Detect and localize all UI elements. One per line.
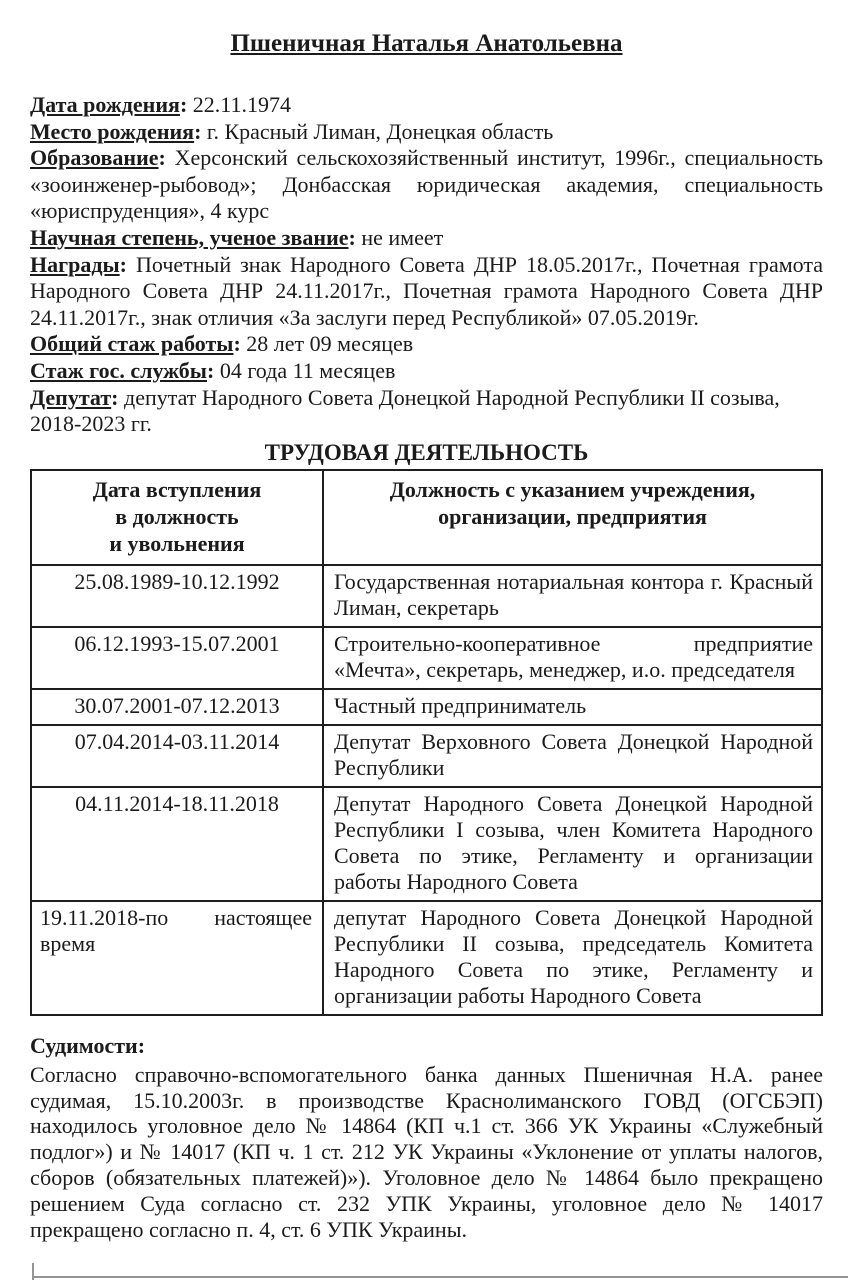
- profile-item-value: г. Красный Лиман, Донецкая область: [206, 118, 554, 144]
- work-period-cell: 25.08.1989-10.12.1992: [31, 565, 323, 627]
- profile-item: [30, 119, 823, 146]
- work-table-header-line: организации, предприятия: [438, 503, 707, 529]
- work-period-cell: 04.11.2014-18.11.2018: [31, 787, 323, 901]
- convictions-heading: Судимости:: [30, 1032, 146, 1058]
- profile-item-label: Депутат: [30, 384, 112, 410]
- profile-item-value: 04 года 11 месяцев: [219, 357, 396, 383]
- work-position-cell: Депутат Народного Совета Донецкой Народной Республики I созыва, член Комитета Народного Совета по этике, Регламенту и организации работы Народного Совета: [323, 787, 822, 901]
- work-position-cell: Частный предприниматель: [323, 689, 822, 725]
- profile-item-label: Стаж гос. службы: [30, 357, 207, 383]
- profile-item-separator: :: [158, 145, 175, 171]
- work-table-row: [31, 565, 822, 627]
- work-table-body: [31, 565, 822, 1015]
- work-table-header-line: Должность с указанием учреждения,: [389, 476, 756, 502]
- profile-item: [30, 358, 823, 385]
- next-table-top-border: [32, 1276, 848, 1278]
- profile-item-value: Херсонский сельскохозяйственный институт, 1996г., специальность «зооинженер-рыбовод»; Донбасская юридическая академия, специальность «юриспруденция», 4 курс: [30, 145, 824, 224]
- work-position-cell: Государственная нотариальная контора г. Красный Лиман, секретарь: [323, 565, 822, 627]
- work-table-header-position: [323, 470, 822, 565]
- work-table-header-line: Дата вступления: [92, 476, 262, 502]
- work-position-cell: Строительно-кооперативное предприятие «Мечта», секретарь, менеджер, и.о. председателя: [323, 627, 822, 689]
- profile-item-separator: :: [207, 357, 220, 383]
- work-period-cell: 06.12.1993-15.07.2001: [31, 627, 323, 689]
- profile-item-value: Почетный знак Народного Совета ДНР 18.05.2017г., Почетная грамота Народного Совета ДНР 24.11.2017г., Почетная грамота Народного Совета ДНР 24.11.2017г., знак отличия «За заслуги перед Республикой» 07.05.2019г.: [30, 251, 823, 330]
- profile-section: [30, 92, 823, 438]
- profile-item-value: не имеет: [361, 224, 444, 250]
- profile-item-label: Общий стаж работы: [30, 331, 234, 357]
- profile-item-separator: :: [179, 92, 193, 117]
- profile-item-value: 28 лет 09 месяцев: [246, 331, 414, 357]
- profile-item-label: Образование: [30, 145, 159, 171]
- profile-item-label: Место рождения: [30, 118, 195, 144]
- profile-item-separator: :: [233, 331, 247, 357]
- work-period-cell: 19.11.2018-по настоящее время: [31, 901, 323, 1015]
- work-table-header-row: [31, 470, 822, 565]
- profile-item-separator: :: [111, 384, 124, 410]
- profile-item: [30, 225, 823, 252]
- work-table-row: [31, 725, 822, 787]
- work-table-row: [31, 787, 822, 901]
- profile-item-value: депутат Народного Совета Донецкой Народной Республики II созыва, 2018-2023 гг.: [30, 384, 780, 437]
- work-table-row: [31, 689, 822, 725]
- profile-item-separator: :: [348, 224, 362, 250]
- work-period-cell: 07.04.2014-03.11.2014: [31, 725, 323, 787]
- work-table-row: [31, 627, 822, 689]
- work-table-row: [31, 901, 822, 1015]
- profile-item-value: 22.11.1974: [192, 92, 291, 117]
- profile-item-separator: :: [194, 118, 207, 144]
- work-period-cell: 30.07.2001-07.12.2013: [31, 689, 323, 725]
- convictions-text: Согласно справочно-вспомогательного банка данных Пшеничная Н.А. ранее судимая, 15.10.2003г. в производстве Краснолиманского ГОВД (ОГСБЭП) находилось уголовное дело № 14864 (КП ч.1 ст. 366 УК Украины «Служебный подлог») и № 14017 (КП ч. 1 ст. 212 УК Украины «Уклонение от уплаты налогов, сборов (обязательных платежей)»). Уголовное дело № 14864 было прекращено решением Суда согласно ст. 232 УПК Украины, уголовное дело № 14017 прекращено согласно п. 4, ст. 6 УПК Украины.: [30, 1061, 823, 1242]
- profile-item: [30, 92, 823, 119]
- work-table-header: [31, 470, 822, 565]
- work-position-cell: Депутат Верховного Совета Донецкой Народной Республики: [323, 725, 822, 787]
- profile-item-label: Научная степень, ученое звание: [30, 224, 349, 250]
- profile-item-label: Дата рождения: [30, 92, 180, 117]
- profile-item: [30, 385, 823, 438]
- profile-item-separator: :: [119, 251, 136, 277]
- work-history-table: [30, 469, 823, 1016]
- work-table-header-line: и увольнения: [109, 530, 245, 556]
- work-position-cell: депутат Народного Совета Донецкой Народной Республики II созыва, председатель Комитета Народного Совета по этике, Регламенту и организации работы Народного Совета: [323, 901, 822, 1015]
- convictions-section: [30, 1032, 823, 1243]
- work-table-header-line: в должность: [115, 503, 239, 529]
- profile-item: [30, 145, 823, 225]
- work-table-header-period: [31, 470, 323, 565]
- profile-item-label: Награды: [30, 251, 120, 277]
- page-title: Пшеничная Наталья Анатольевна: [230, 30, 623, 57]
- work-history-heading: ТРУДОВАЯ ДЕЯТЕЛЬНОСТЬ: [264, 439, 589, 465]
- profile-item: [30, 331, 823, 358]
- profile-item: [30, 252, 823, 332]
